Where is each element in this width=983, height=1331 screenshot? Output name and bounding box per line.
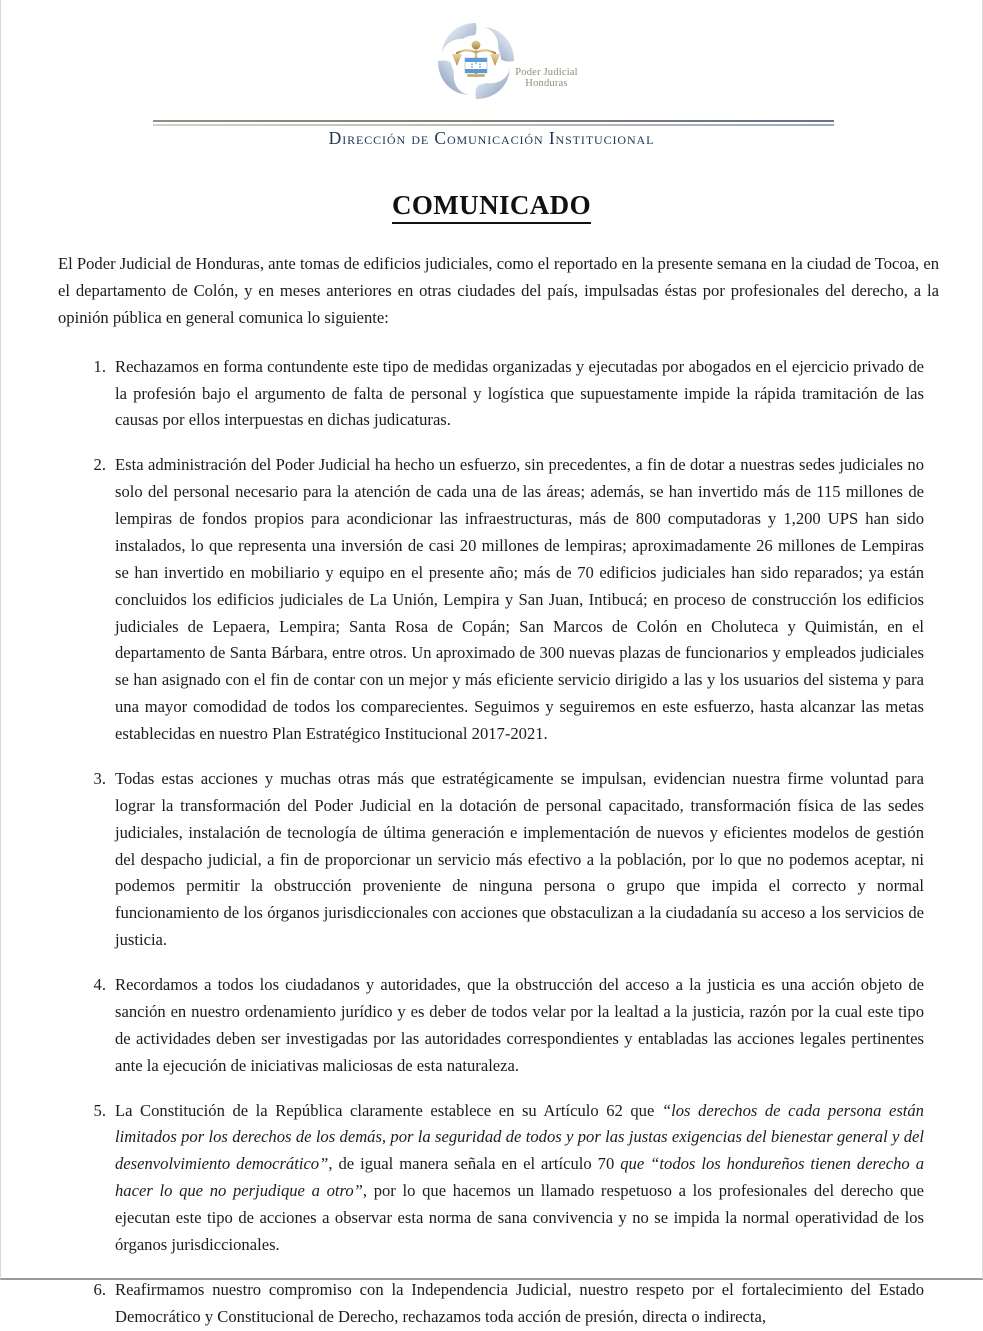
list-item-text: Recordamos a todos los ciudadanos y autoridades, que la obstrucción del acceso a la justicia es una acción objeto de sanción en nuestro ordenamiento jurídico y es deber de todos velar por la lealtad a la justicia, razón por la cual este tipo de actividades deben ser investigadas por las autoridades correspondientes y entabladas las acciones legales pertinentes ante la ejecución de iniciativas maliciosas de esta naturaleza. <box>115 975 924 1075</box>
letterhead <box>1 0 982 152</box>
logo-wordmark <box>515 67 578 89</box>
list-item-number: 3. <box>93 768 106 788</box>
page-title <box>1 190 982 221</box>
list-item-text: Rechazamos en forma contundente este tipo de medidas organizadas y ejecutadas por abogados en el ejercicio privado de la profesión bajo el argumento de falta de personal y logística que supuestamente impide la rápida tramitación de las causas por ellos interpuestas en dichas judicaturas. <box>115 356 924 430</box>
list-item <box>93 1277 924 1331</box>
list-item-text: Esta administración del Poder Judicial ha hecho un esfuerzo, sin precedentes, a fin de dotar a nuestras sedes judiciales no solo del personal necesario para la atención de cada una de las áreas; además, se han invertido más de 115 millones de lempiras de fondos propios para acondicionar las infraestructuras, más de 800 computadoras y 1,200 UPS han sido instalados, lo que representa una inversión de casi 20 millones de lempiras; aproximadamente 26 millones de Lempiras se han invertido en mobiliario y equipo en el presente año; más de 70 edificios judiciales han sido reparados; ya están concluidos los edificios judiciales de La Unión, Lempira y San Juan, Intibucá; en proceso de construcción los edificios judiciales de Lepaera, Lempira; Santa Rosa de Copán; San Marcos de Colón en Choluteca y Quimistán, en el departamento de Santa Bárbara, entre otros. Un aproximado de 300 nuevas plazas de funcionarios y empleados judiciales se han asignado con el fin de contar con un mejor y más eficiente servicio dirigido a las y los usuarios del sistema y para una mayor comodidad de todos los comparecientes. Seguimos y seguiremos en este esfuerzo, hasta alcanzar las metas establecidas en nuestro Plan Estratégico Institucional 2017-2021. <box>115 455 924 743</box>
list-item-number: 2. <box>93 455 106 475</box>
list-item-text: Todas estas acciones y muchas otras más que estratégicamente se impulsan, evidencian nuestra firme voluntad para lograr la transformación del Poder Judicial en la dotación de personal capacitado, transformación física de las sedes judiciales, instalación de tecnología de última generación e implementación de nuevos y eficientes modelos de gestión del despacho judicial, a fin de proporcionar un servicio más efectivo a la población, por lo que no podemos aceptar, ni podemos permitir la obstrucción proveniente de ninguna persona o grupo que impida el correcto y normal funcionamiento de los órganos jurisdiccionales con acciones que obstaculizan a la ciudadanía su acceso a los servicios de justicia. <box>115 768 924 950</box>
letterhead-divider <box>153 120 834 126</box>
quoted-law-text: “los derechos de cada persona están limitados por los derechos de los demás, por la seguridad de todos y por las justas exigencias del bienestar general y del desenvolvimiento democrático” <box>115 1100 924 1174</box>
list-item <box>93 972 924 1080</box>
list-item <box>93 1098 924 1259</box>
institutional-logo <box>1 18 982 104</box>
numbered-statement-list <box>1 354 982 1331</box>
logo-wordmark-line1: Poder Judicial <box>515 66 578 78</box>
divider-line-bottom <box>153 124 834 126</box>
poder-judicial-seal-icon <box>433 18 519 104</box>
divider-line-top <box>153 120 834 122</box>
lead-paragraph: El Poder Judicial de Honduras, ante tomas de edificios judiciales, como el reportado en la presente semana en la ciudad de Tocoa, en el departamento de Colón, y en meses anteriores en otras ciudades del país, impulsadas éstas por profesionales del derecho, a la opinión pública en general comunica lo siguiente: <box>58 254 939 327</box>
list-item <box>93 452 924 748</box>
logo-wordmark-line2: Honduras <box>525 78 568 89</box>
list-item-text: Reafirmamos nuestro compromiso con la Independencia Judicial, nuestro respeto por el fortalecimiento del Estado Democrático y Constitucional de Derecho, rechazamos toda acción de presión, directa o indirecta, <box>115 1279 924 1326</box>
list-item <box>93 766 924 954</box>
list-item <box>93 354 924 435</box>
list-item-number: 6. <box>93 1279 106 1299</box>
list-item-number: 1. <box>93 356 106 376</box>
list-item-text: , de igual manera señala en el artículo 70 <box>328 1154 621 1174</box>
list-item-text: , por lo que hacemos un llamado respetuoso a los profesionales del derecho que ejecutan este tipo de acciones a observar esta norma de sana convivencia y no se impida la normal operatividad de los órganos jurisdiccionales. <box>115 1181 924 1254</box>
list-item-number: 5. <box>93 1100 106 1120</box>
page-title-text: COMUNICADO <box>392 190 591 224</box>
document-body <box>1 152 982 1326</box>
list-item-text: La Constitución de la República claramente establece en su Artículo 62 que <box>115 1100 662 1120</box>
quoted-law-text: que “todos los hondureños tienen derecho a hacer lo que no perjudique a otro” <box>115 1154 924 1201</box>
list-item-number: 4. <box>93 975 106 994</box>
department-name: Dirección de Comunicación Institucional <box>328 128 655 148</box>
